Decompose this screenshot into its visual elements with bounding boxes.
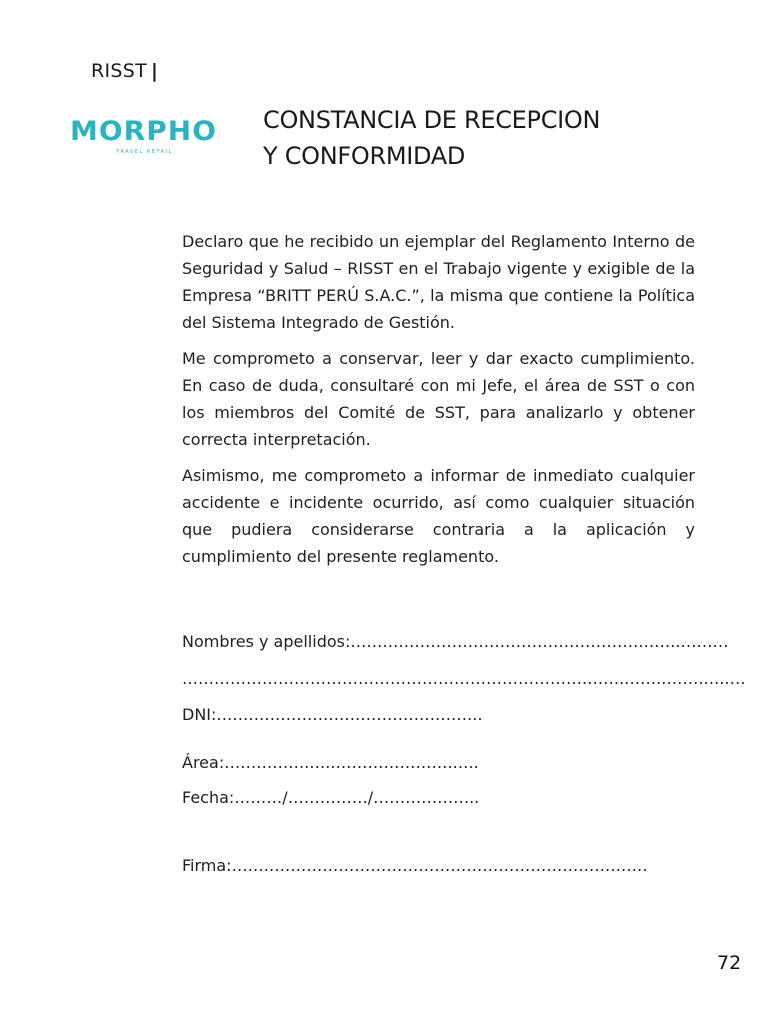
- logo-wordmark: MORPHO: [70, 116, 217, 147]
- field-nombres[interactable]: Nombres y apellidos:……………………………………………….…….………: [182, 632, 729, 651]
- field-nombres-continuation[interactable]: ………………………………………………………………….…….……..…….…..…: [182, 669, 746, 688]
- declaration-text: [182, 228, 695, 579]
- field-firma[interactable]: Firma:……………………………………………………………………: [182, 856, 648, 875]
- field-dni[interactable]: DNI:…………………………………………..: [182, 705, 483, 724]
- header-code: RISST: [91, 60, 148, 82]
- document-title: [263, 102, 600, 174]
- header-separator: |: [151, 60, 159, 82]
- paragraph-commitment: Me comprometo a conservar, leer y dar exacto cumplimiento. En caso de duda, consultaré con mi Jefe, el área de SST o con los miembros del Comité de SST, para analizarlo y obtener correcta interpretación.: [182, 349, 695, 449]
- paragraph-declaration: Declaro que he recibido un ejemplar del Reglamento Interno de Seguridad y Salud – RISST en el Trabajo vigente y exigible de la Empresa “BRITT PERÚ S.A.C.”, la misma que contiene la Política del Sistema Integrado de Gestión.: [182, 232, 695, 332]
- field-area[interactable]: Área:…………….…..………………….…..: [182, 753, 479, 772]
- title-line-1: CONSTANCIA DE RECEPCION: [263, 106, 601, 134]
- logo-tagline: TRAVEL RETAIL: [116, 149, 173, 154]
- title-line-2: Y CONFORMIDAD: [263, 142, 466, 170]
- paragraph-reporting: Asimismo, me comprometo a informar de inmediato cualquier accidente e incidente ocurrido, así como cualquier situación que pudiera considerarse contraria a la aplicación y cumplimiento del presente reglamento.: [182, 466, 695, 566]
- field-fecha[interactable]: Fecha:………/……………/………………..: [182, 788, 480, 807]
- document-header: [91, 60, 158, 82]
- morpho-logo: [70, 114, 230, 154]
- page-number: 72: [717, 952, 742, 974]
